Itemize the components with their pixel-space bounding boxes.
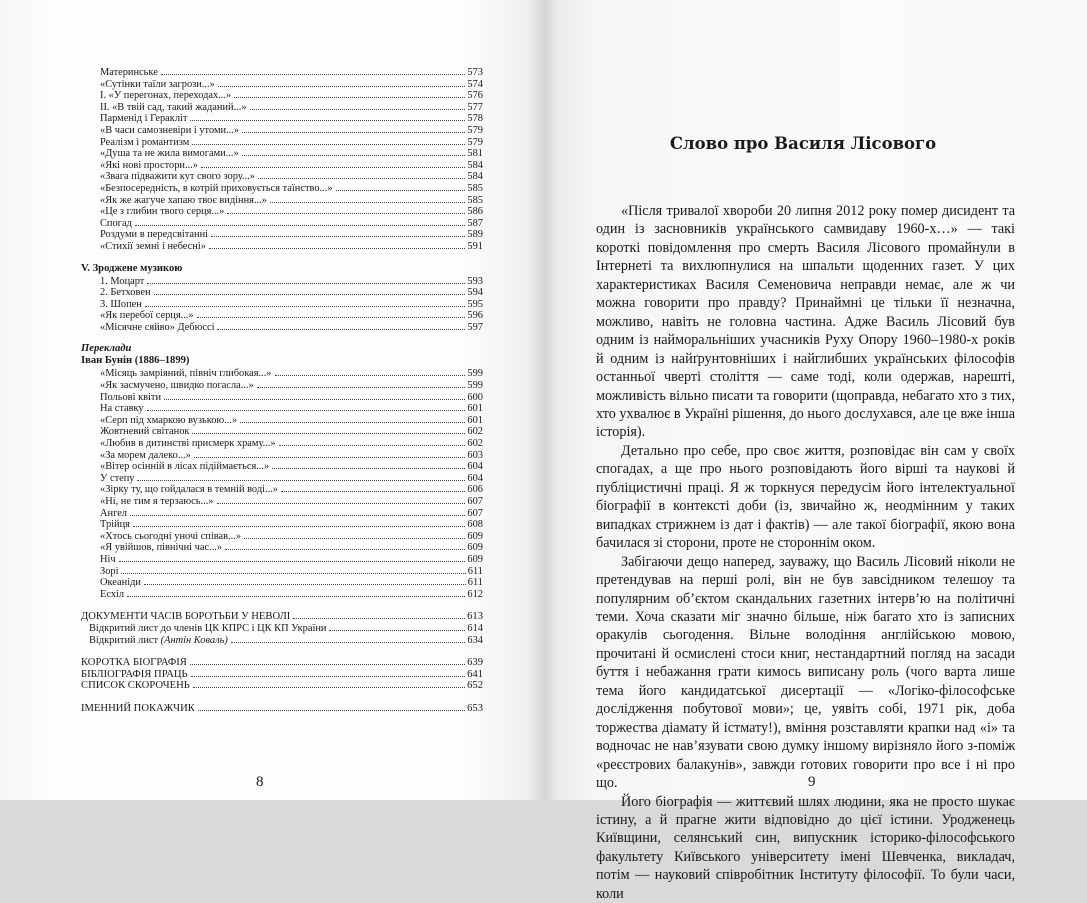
toc-entry-title-text: «Вітер осінній в лісах підіймається...»	[100, 461, 269, 472]
toc-entry-title-text: Ніч	[100, 554, 116, 565]
dot-leader	[201, 159, 465, 168]
toc-entry	[81, 309, 483, 321]
toc-entry	[81, 414, 483, 426]
toc-entry-page: 601	[466, 415, 483, 427]
toc-entry	[81, 576, 483, 588]
toc-entry-page: 634	[466, 635, 483, 647]
toc-entry-title	[81, 589, 126, 601]
toc-entry-title	[81, 137, 191, 149]
toc-entry-page: 639	[466, 657, 483, 669]
toc-entry-title	[81, 566, 120, 578]
dot-leader	[127, 588, 465, 597]
chapter-title: Слово про Василя Лісового	[580, 134, 1026, 153]
toc-entry	[81, 367, 483, 379]
dot-leader	[193, 679, 465, 688]
toc-entry	[81, 147, 483, 159]
author-heading: Іван Бунін (1886–1899)	[81, 355, 483, 367]
toc-entry-title-text: Реалізм і романтизм	[100, 137, 189, 148]
toc-entry	[81, 228, 483, 240]
toc-entry-page: 604	[466, 473, 483, 485]
toc-entry-page: 609	[466, 554, 483, 566]
dot-leader	[190, 656, 465, 665]
dot-leader	[279, 437, 466, 446]
toc-entry-page: 581	[466, 148, 483, 160]
dot-leader	[227, 205, 465, 214]
dot-leader	[194, 449, 466, 458]
toc-entry-page: 573	[466, 67, 483, 79]
toc-entry-page: 578	[466, 113, 483, 125]
dot-leader	[211, 228, 465, 237]
section-heading: V. Зроджене музикою	[81, 263, 483, 275]
toc-entry-title-text: «Я увійшов, північні час...»	[100, 542, 222, 553]
toc-entry-title	[81, 299, 144, 311]
toc-entry	[81, 205, 483, 217]
toc-entry-page: 587	[466, 218, 483, 230]
toc-entry-title-text: «За морем далеко...»	[100, 450, 191, 461]
dot-leader	[191, 668, 465, 677]
dot-leader	[147, 402, 466, 411]
toc-entry-title	[81, 426, 191, 438]
toc-entry-page: 585	[466, 183, 483, 195]
toc-entry-title-text: «В часи самозневіри і утоми...»	[100, 125, 239, 136]
paragraph: «Після тривалої хвороби 20 липня 2012 року помер дисидент та один із засновників українського самвидаву 1960-х…» — такі короткі повідомлення про смерть Василя Лісового промайнули в Інтернеті та вихлюпнулися на шпальти щоденних газет. У цих характеристиках Василя Семеновича неправди немає, але ж чи можна говорити про правду? Принаймні це тільки її незначна, можливо, навіть не головна частина. Адже Василь Лісовий був одним із найморальніших учасників Руху Опору 1960–1980-х років й одним із найґрунтовніших і найглибших українських філософів останньої чверті століття — саме тоді, коли одержав, нарешті, можливість вільно писати та говорити (щоправда, небагато хто з тих, хто ухвалює в Україні рішення, до нього дослухався, але це вже інша історія).	[596, 202, 1015, 442]
toc-entry	[81, 275, 483, 287]
toc-entry-title	[81, 79, 217, 91]
toc-entry-page: 596	[466, 310, 483, 322]
paragraph: Його біографія — життєвий шлях людини, яка не просто шукає істину, а й прагне жити відповідно до цієї істини. Уродженець Київщини, селянський син, випускник історико-філософського факультету Київського університету імені Шевченка, викладач, потім — науковий співробітник Інституту філософії. То були часи, коли	[596, 793, 1015, 903]
dot-leader	[257, 379, 466, 388]
paragraph: Детально про себе, про своє життя, розповідає він сам у своїх спогадах, а ще про нього розповідають його вірші та наукові й публіцистичні праці. Я ж торкнуся передусім його інтелектуальної біографії в контексті доби (із, звичайно ж, неодмінним у таких випадках стрижнем із дат і фактів) — але такої біографії, якою вона бачилася зі сторони, проте не стороннім оком.	[596, 442, 1015, 553]
toc-entry	[81, 240, 483, 252]
toc-entry	[81, 217, 483, 229]
toc-entry-title-text: Зорі	[100, 566, 118, 577]
toc-entry-title	[81, 657, 189, 669]
toc-entry-page: 652	[466, 680, 483, 692]
toc-entry-page: 607	[466, 508, 483, 520]
dot-leader	[218, 78, 466, 87]
toc-entry	[81, 622, 483, 634]
toc-entry-page: 591	[466, 241, 483, 253]
dot-leader	[130, 507, 465, 516]
toc-entry	[81, 483, 483, 495]
toc-entry	[81, 425, 483, 437]
toc-entry-page: 606	[466, 484, 483, 496]
toc-entry-title	[81, 519, 132, 531]
toc-entry-page: 584	[466, 160, 483, 172]
toc-entry	[81, 112, 483, 124]
toc-entry-title-text: Польові квіти	[100, 392, 161, 403]
dot-leader	[209, 240, 465, 249]
toc-entry	[81, 668, 483, 680]
toc-entry-title	[81, 322, 216, 334]
toc-entry-title	[81, 635, 230, 647]
toc-entry-title	[81, 160, 200, 172]
toc-entry-title-text: «Місяць замріяний, північ глибокая...»	[100, 368, 272, 379]
dot-leader	[242, 147, 466, 156]
toc-entry-title	[81, 287, 153, 299]
table-of-contents	[81, 66, 483, 714]
dot-leader	[190, 112, 465, 121]
dot-leader	[154, 286, 466, 295]
toc-entry-title-text: Роздуми в передсвітанні	[100, 229, 208, 240]
toc-entry-page: 579	[466, 137, 483, 149]
toc-entry-title-text: У степу	[100, 473, 134, 484]
dot-leader	[164, 391, 465, 400]
toc-entry-title-text: «Серп під хмаркою вузькою...»	[100, 415, 237, 426]
toc-entry	[81, 66, 483, 78]
toc-entry-page: 609	[466, 531, 483, 543]
dot-leader	[231, 634, 466, 643]
dot-leader	[135, 217, 466, 226]
toc-entry-title	[81, 241, 208, 253]
toc-entry-title-text: ІМЕННИЙ ПОКАЖЧИК	[81, 703, 195, 714]
dot-leader	[293, 610, 465, 619]
dot-leader	[270, 194, 465, 203]
toc-entry-title-text: СПИСОК СКОРОЧЕНЬ	[81, 680, 190, 691]
toc-entry-page: 611	[467, 577, 483, 589]
dot-leader	[281, 483, 465, 492]
toc-entry-page: 577	[466, 102, 483, 114]
toc-entry	[81, 610, 483, 622]
toc-entry-page: 611	[467, 566, 483, 578]
toc-entry-title	[81, 554, 118, 566]
dot-leader	[336, 182, 466, 191]
toc-entry-author: (Антін Коваль)	[161, 635, 228, 646]
dot-leader	[329, 622, 465, 631]
toc-entry-title-text: «Місячне сяйво» Дебюссі	[100, 322, 214, 333]
dot-leader	[145, 298, 466, 307]
toc-entry	[81, 298, 483, 310]
dot-leader	[144, 576, 466, 585]
toc-entry-title	[81, 90, 233, 102]
toc-entry	[81, 449, 483, 461]
toc-entry-title-text: Відкритий лист до членів ЦК КПРС і ЦК КП України	[89, 623, 326, 634]
dot-leader	[119, 553, 466, 562]
left-page	[0, 0, 543, 800]
toc-entry-title-text: 2. Бетховен	[100, 287, 151, 298]
toc-entry-title-text: 3. Шопен	[100, 299, 142, 310]
toc-entry-page: 641	[466, 669, 483, 681]
toc-entry	[81, 194, 483, 206]
dot-leader	[133, 518, 465, 527]
toc-entry-title-text: «Любив в дитинстві присмерк храму...»	[100, 438, 276, 449]
toc-entry	[81, 565, 483, 577]
toc-entry-title-text: «Звага підважити кут свого зору...»	[100, 171, 255, 182]
toc-entry-page: 576	[466, 90, 483, 102]
dot-leader	[217, 321, 465, 330]
toc-entry-page: 613	[466, 611, 483, 623]
toc-entry-page: 602	[466, 426, 483, 438]
toc-entry-title	[81, 531, 243, 543]
toc-entry	[81, 402, 483, 414]
toc-entry-title-text: «Сутінки таїли загрози...»	[100, 79, 215, 90]
dot-leader	[192, 136, 465, 145]
toc-entry	[81, 124, 483, 136]
toc-entry	[81, 588, 483, 600]
toc-entry-page: 601	[466, 403, 483, 415]
toc-entry-title-text: Есхіл	[100, 589, 124, 600]
page-number-left: 8	[256, 774, 264, 791]
toc-entry-title-text: КОРОТКА БІОГРАФІЯ	[81, 657, 187, 668]
dot-leader	[242, 124, 465, 133]
toc-entry-title-text: Жовтневий світанок	[100, 426, 189, 437]
toc-entry	[81, 472, 483, 484]
toc-entry-title	[81, 703, 197, 715]
toc-entry-title	[81, 680, 192, 692]
toc-entry	[81, 159, 483, 171]
dot-leader	[121, 565, 465, 574]
toc-entry	[81, 78, 483, 90]
toc-entry-title-text: «Це з глибин твого серця...»	[100, 206, 224, 217]
paragraph: Забігаючи дещо наперед, зауважу, що Василь Лісовий ніколи не претендував на перші ролі, він не був завсідником телешоу та популярним об’єктом скандальних газетних інтерв’ю на політичні теми. Хоча сказати міг значно більше, ніж багато хто із записних оракулів сьогодення. Вільне володіння англійською мовою, прочитані й осмислені стоси книг, нестандартний погляд на засади буття і небажання грати кимось виписану роль (чого варта лише тема його кандидатської дисертації — «Логіко-філософське дослідження побутової мови»; це, уявіть собі, 1971 рік, доба торжества діамату й істмату!), вміння розставляти крапки над «і» та водночас не нав’язувати свою думку іншому вирізняло його з-поміж «реєстрових балакунів», завжди готових говорити про все і ні про що.	[596, 553, 1015, 793]
toc-entry-title-text: «Ні, не тим я терзаюсь...»	[100, 496, 214, 507]
toc-entry-title-text: Відкритий лист	[89, 635, 161, 646]
toc-entry	[81, 518, 483, 530]
toc-entry-page: 607	[466, 496, 483, 508]
dot-leader	[250, 101, 466, 110]
toc-entry-page: 594	[466, 287, 483, 299]
toc-entry-page: 603	[466, 450, 483, 462]
toc-entry	[81, 634, 483, 646]
toc-entry	[81, 702, 483, 714]
toc-entry-title-text: ДОКУМЕНТИ ЧАСІВ БОРОТЬБИ У НЕВОЛІ	[81, 611, 290, 622]
dot-leader	[147, 275, 465, 284]
toc-entry-title-text: Ангел	[100, 508, 127, 519]
toc-entry-title	[81, 276, 146, 288]
toc-entry-title	[81, 508, 129, 520]
toc-entry-title	[81, 450, 193, 462]
toc-entry	[81, 495, 483, 507]
toc-entry	[81, 437, 483, 449]
toc-entry-title-text: Парменід і Геракліт	[100, 113, 187, 124]
dot-leader	[197, 309, 466, 318]
toc-entry-page: 608	[466, 519, 483, 531]
toc-entry-page: 599	[466, 380, 483, 392]
toc-entry-title-text: Материнське	[100, 67, 158, 78]
toc-entry	[81, 530, 483, 542]
toc-entry	[81, 391, 483, 403]
toc-entry-title-text: БІБЛІОГРАФІЯ ПРАЦЬ	[81, 669, 188, 680]
page-number-right: 9	[808, 774, 816, 791]
toc-entry-title-text: І. «У перегонах, переходах...»	[100, 90, 231, 101]
toc-entry	[81, 679, 483, 691]
dot-leader	[198, 702, 465, 711]
toc-entry-title-text: «Душа та не жила вимогами...»	[100, 148, 239, 159]
toc-entry	[81, 321, 483, 333]
toc-entry-title	[81, 113, 189, 125]
toc-entry-title	[81, 310, 196, 322]
toc-entry-page: 595	[466, 299, 483, 311]
dot-leader	[217, 495, 466, 504]
toc-entry-title-text: На ставку	[100, 403, 144, 414]
dot-leader	[258, 170, 465, 179]
toc-entry	[81, 460, 483, 472]
toc-entry-title	[81, 229, 210, 241]
dot-leader	[234, 89, 465, 98]
toc-entry-title-text: «Як перебої серця...»	[100, 310, 194, 321]
toc-entry	[81, 553, 483, 565]
toc-entry-title-text: ІІ. «В твій сад, такий жаданий...»	[100, 102, 247, 113]
toc-entry-page: 586	[466, 206, 483, 218]
toc-entry-title-text: Спогад	[100, 218, 132, 229]
dot-leader	[244, 530, 465, 539]
toc-entry-title	[81, 218, 134, 230]
toc-entry-page: 609	[466, 542, 483, 554]
toc-entry	[81, 182, 483, 194]
dot-leader	[272, 460, 465, 469]
toc-entry-page: 589	[466, 229, 483, 241]
toc-entry	[81, 170, 483, 182]
dot-leader	[137, 472, 465, 481]
toc-entry-title-text: «Стихії земні і небесні»	[100, 241, 206, 252]
toc-entry-page: 585	[466, 195, 483, 207]
toc-entry-title	[81, 611, 292, 623]
toc-entry-page: 604	[466, 461, 483, 473]
toc-entry	[81, 286, 483, 298]
toc-entry-page: 574	[466, 79, 483, 91]
dot-leader	[240, 414, 465, 423]
toc-entry	[81, 101, 483, 113]
toc-entry-title-text: Океаніди	[100, 577, 141, 588]
toc-entry-title-text: «Хтось сьогодні уночі співав...»	[100, 531, 241, 542]
translations-heading: Переклади	[81, 343, 483, 355]
toc-entry-page: 653	[466, 703, 483, 715]
toc-entry-page: 579	[466, 125, 483, 137]
dot-leader	[225, 541, 465, 550]
toc-entry	[81, 541, 483, 553]
toc-entry-page: 614	[466, 623, 483, 635]
toc-entry-title-text: «Безпосередність, в котрій приховується таїнство...»	[100, 183, 333, 194]
toc-entry-page: 597	[466, 322, 483, 334]
toc-entry	[81, 656, 483, 668]
dot-leader	[192, 425, 465, 434]
toc-entry	[81, 89, 483, 101]
dot-leader	[275, 367, 466, 376]
toc-entry-page: 602	[466, 438, 483, 450]
toc-entry-title	[81, 669, 190, 681]
toc-entry-page: 599	[466, 368, 483, 380]
toc-entry-page: 593	[466, 276, 483, 288]
toc-entry	[81, 379, 483, 391]
toc-entry-title	[81, 403, 146, 415]
toc-entry-title-text: «Як засмучено, швидко погасла...»	[100, 380, 254, 391]
toc-entry-title	[81, 368, 274, 380]
toc-entry	[81, 507, 483, 519]
toc-entry-title	[81, 67, 160, 79]
toc-entry-title-text: Трійця	[100, 519, 130, 530]
dot-leader	[161, 66, 466, 75]
toc-entry-title-text: 1. Моцарт	[100, 276, 144, 287]
toc-entry-page: 584	[466, 171, 483, 183]
toc-entry-title-text: «Зірку ту, що гойдалася в темній воді...»	[100, 484, 278, 495]
toc-entry-title-text: «Які нові простори...»	[100, 160, 198, 171]
toc-entry-title	[81, 473, 136, 485]
toc-entry	[81, 136, 483, 148]
toc-entry-title-text: «Як же жагуче хапаю твоє видіння...»	[100, 195, 267, 206]
body-text	[596, 202, 1015, 903]
toc-entry-title	[81, 171, 257, 183]
toc-entry-page: 600	[466, 392, 483, 404]
toc-entry-page: 612	[466, 589, 483, 601]
